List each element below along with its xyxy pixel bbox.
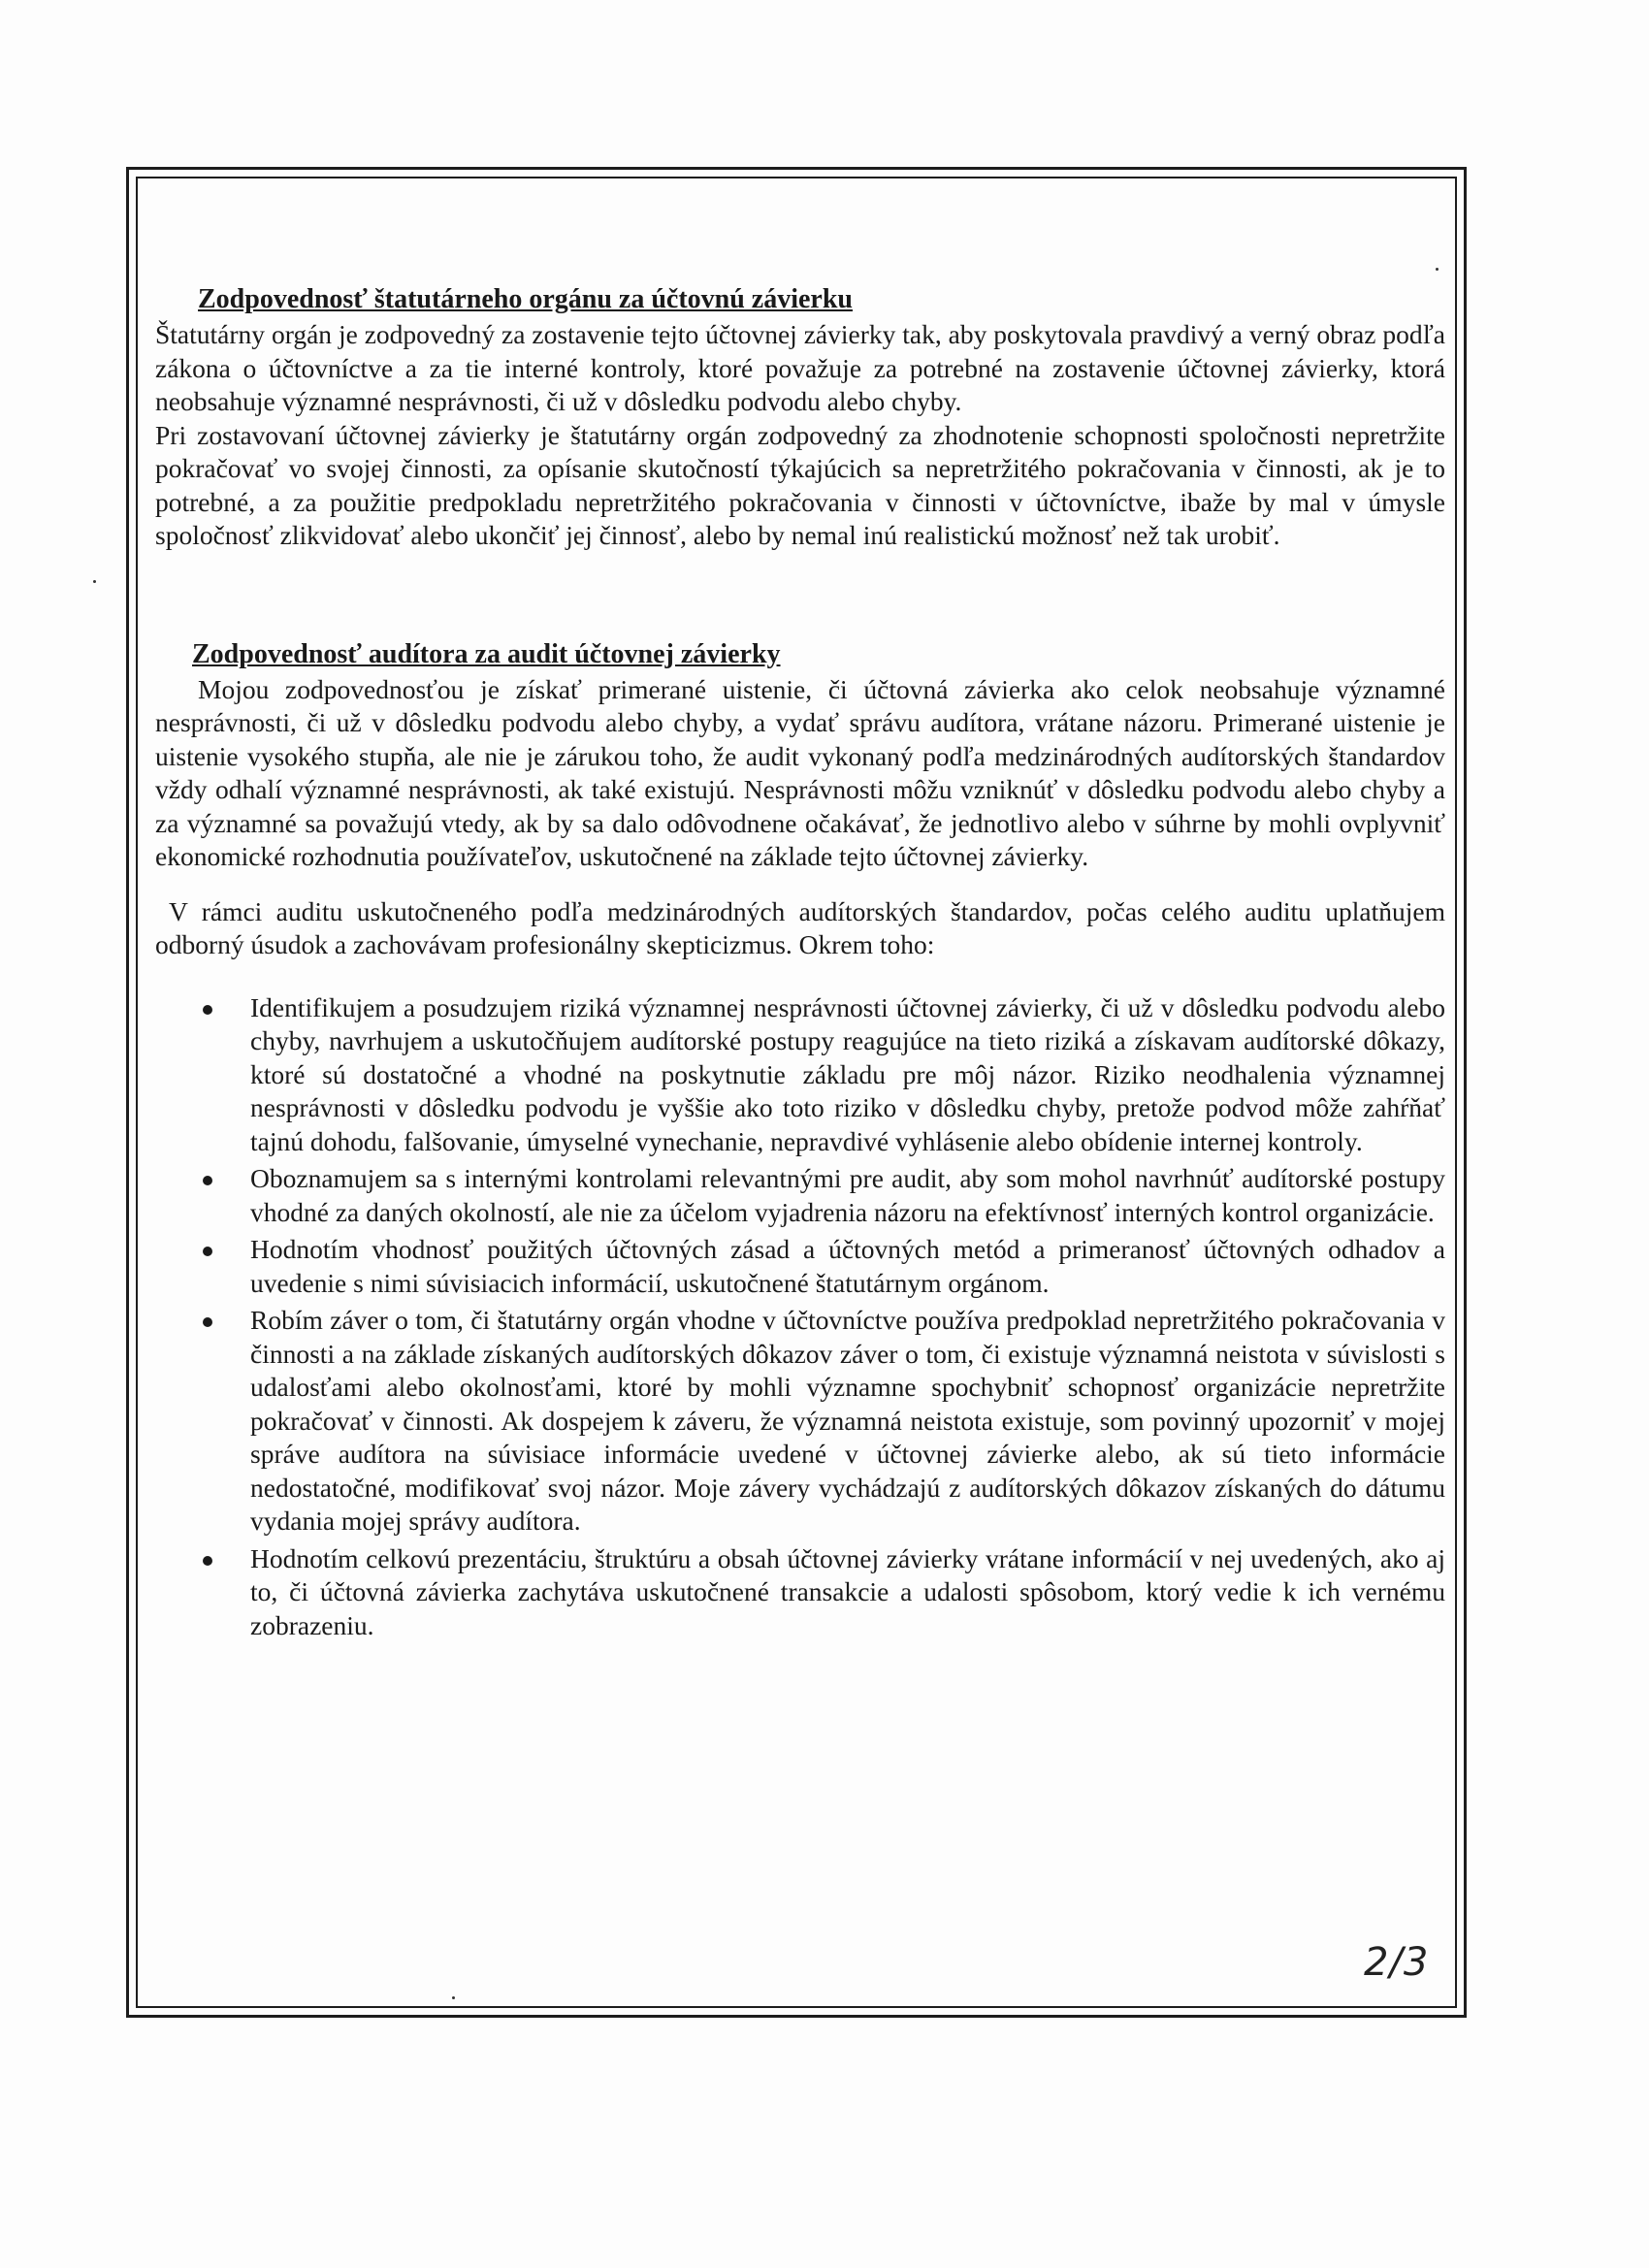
bullet-icon xyxy=(203,1005,212,1015)
list-item-text: Oboznamujem sa s internými kontrolami relevantnými pre audit, aby som mohol navrhnúť audítorské postupy vhodné za daných okolností, ale nie za účelom vyjadrenia názoru na efektívnosť interných kontrol organizácie. xyxy=(250,1163,1445,1227)
list-item xyxy=(155,1233,1445,1300)
auditor-responsibility-section xyxy=(155,638,1445,1643)
scan-speck xyxy=(1436,268,1439,271)
paragraph: Pri zostavovaní účtovnej závierky je štatutárny orgán zodpovedný za zhodnotenie schopnosti spoločnosti nepretržite pokračovať vo svojej činnosti, za opísanie skutočností týkajúcich sa nepretržitého pokračovania v činnosti, ak je to potrebné, a za použitie predpokladu nepretržitého pokračovania v činnosti v účtovníctve, ibaže by mal v úmysle spoločnosť zlikvidovať alebo ukončiť jej činnosť, alebo by nemal inú realistickú možnosť než tak urobiť. xyxy=(155,419,1445,550)
bullet-icon xyxy=(203,1317,212,1327)
bullet-icon xyxy=(203,1176,212,1185)
list-item xyxy=(155,991,1445,1159)
paragraph: V rámci auditu uskutočneného podľa medzinárodných audítorských štandardov, počas celého auditu uplatňujem odborný úsudok a zachovávam profesionálny skepticizmus. Okrem toho: xyxy=(155,895,1445,959)
section-heading: Zodpovednosť štatutárneho orgánu za účtovnú závierku xyxy=(198,284,853,314)
section-heading: Zodpovednosť audítora za audit účtovnej závierky xyxy=(192,638,781,669)
list-item-text: Robím záver o tom, či štatutárny orgán vhodne v účtovníctve používa predpoklad nepretržitého pokračovania v činnosti a na základe získaných audítorských dôkazov záver o tom, či existuje významná neistota v súvislosti s udalosťami alebo okolnosťami, ktoré by mohli významne spochybniť schopnosť organizácie nepretržite pokračovať v činnosti. Ak dospejem k záveru, že významná neistota existuje, som povinný upozorniť v mojej správe audítora na súvisiace informácie uvedené v účtovnej závierke alebo, ak sú tieto informácie nedostatočné, modifikovať svoj názor. Moje závery vychádzajú z audítorských dôkazov získaných do dátumu vydania mojej správy audítora. xyxy=(250,1305,1445,1536)
handwritten-page-number: 2/3 xyxy=(1364,1940,1430,1985)
statutory-body-responsibility-section xyxy=(155,283,1445,553)
list-item xyxy=(155,1304,1445,1539)
list-item-text: Identifikujem a posudzujem riziká významnej nesprávnosti účtovnej závierky, či už v dôsledku podvodu alebo chyby, navrhujem a uskutočňujem audítorské postupy reagujúce na tieto riziká a získavam audítorské dôkazy, ktoré sú dostatočné a vhodné na poskytnutie základu pre môj názor. Riziko neodhalenia významnej nesprávnosti v dôsledku podvodu je vyššie ako toto riziko v dôsledku chyby, pretože podvod môže zahŕňať tajnú dohodu, falšovanie, úmyselné vynechanie, nepravdivé vyhlásenie alebo obídenie internej kontroly. xyxy=(250,991,1445,1156)
paragraph: Mojou zodpovednosťou je získať primerané uistenie, či účtovná závierka ako celok neobsahuje významné nesprávnosti, či už v dôsledku podvodu alebo chyby, a vydať správu audítora, vrátane názoru. Primerané uistenie je uistenie vysokého stupňa, ale nie je zárukou toho, že audit vykonaný podľa medzinárodných audítorských štandardov vždy odhalí významné nesprávnosti, ak také existujú. Nesprávnosti môžu vzniknúť v dôsledku podvodu alebo chyby a za významné sa považujú vtedy, ak by sa dalo odôvodnene očakávať, že jednotlivo alebo v súhrne by mohli ovplyvniť ekonomické rozhodnutia používateľov, uskutočnené na základe tejto účtovnej závierky. xyxy=(155,673,1445,871)
list-item-text: Hodnotím celkovú prezentáciu, štruktúru a obsah účtovnej závierky vrátane informácií v nej uvedených, ako aj to, či účtovná závierka zachytáva uskutočnené transakcie a udalosti spôsobom, ktorý vedie k ich vernému zobrazeniu. xyxy=(250,1542,1445,1640)
list-item-text: Hodnotím vhodnosť použitých účtovných zásad a účtovných metód a primeranosť účtovných odhadov a uvedenie s nimi súvisiacich informácií, uskutočnené štatutárnym orgánom. xyxy=(250,1234,1445,1298)
paragraph: Štatutárny orgán je zodpovedný za zostavenie tejto účtovnej závierky tak, aby poskytovala pravdivý a verný obraz podľa zákona o účtovníctve a za tie interné kontroly, ktoré považuje za potrebné na zostavenie účtovnej závierky, ktorá neobsahuje významné nesprávnosti, či už v dôsledku podvodu alebo chyby. xyxy=(155,319,1445,416)
document-body xyxy=(155,283,1445,1646)
bullet-icon xyxy=(203,1556,212,1566)
list-item xyxy=(155,1162,1445,1229)
bullet-icon xyxy=(203,1247,212,1256)
list-item xyxy=(155,1542,1445,1643)
scan-speck xyxy=(452,1996,455,1999)
bullet-list xyxy=(155,991,1445,1643)
scan-speck xyxy=(93,580,96,583)
